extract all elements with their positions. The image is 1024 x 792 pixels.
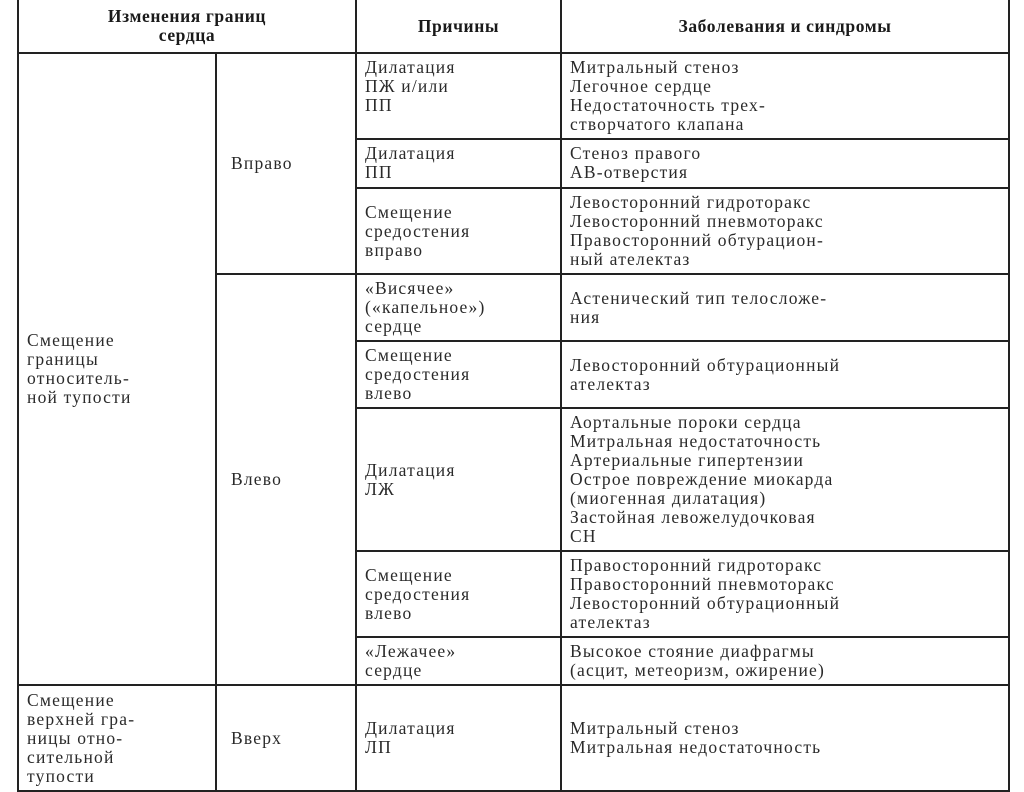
diseases-cell: Астенический тип телосложе- ния xyxy=(561,274,1009,341)
direction-label: Вправо xyxy=(216,53,356,274)
table-row xyxy=(18,53,1009,139)
table-row xyxy=(18,685,1009,791)
header-row xyxy=(18,0,1009,53)
cause-cell: Дилатация ПЖ и/или ПП xyxy=(356,53,561,139)
header-causes: Причины xyxy=(356,0,561,53)
direction-label: Влево xyxy=(216,274,356,685)
diseases-cell: Митральный стеноз Митральная недостаточность xyxy=(561,685,1009,791)
cause-cell: Смещение средостения влево xyxy=(356,551,561,637)
cause-cell: Смещение средостения вправо xyxy=(356,188,561,274)
header-changes: Изменения границ сердца xyxy=(18,0,356,53)
diseases-cell: Аортальные пороки сердца Митральная недостаточность Артериальные гипертензии Острое повреждение миокарда (миогенная дилатация) Застойная левожелудочковая СН xyxy=(561,408,1009,551)
group-label: Смещение верхней гра- ницы отно- сительной тупости xyxy=(18,685,216,791)
cause-cell: Смещение средостения влево xyxy=(356,341,561,408)
cause-cell: Дилатация ЛП xyxy=(356,685,561,791)
cause-cell: Дилатация ЛЖ xyxy=(356,408,561,551)
diseases-cell: Митральный стеноз Легочное сердце Недостаточность трех- створчатого клапана xyxy=(561,53,1009,139)
diseases-cell: Левосторонний обтурационный ателектаз xyxy=(561,341,1009,408)
header-diseases: Заболевания и синдромы xyxy=(561,0,1009,53)
diseases-cell: Левосторонний гидроторакс Левосторонний пневмоторакс Правосторонний обтурацион- ный ателектаз xyxy=(561,188,1009,274)
direction-label: Вверх xyxy=(216,685,356,791)
diseases-cell: Стеноз правого АВ-отверстия xyxy=(561,139,1009,188)
diseases-cell: Правосторонний гидроторакс Правосторонний пневмоторакс Левосторонний обтурационный ателектаз xyxy=(561,551,1009,637)
cause-cell: «Лежачее» сердце xyxy=(356,637,561,685)
diseases-cell: Высокое стояние диафрагмы (асцит, метеоризм, ожирение) xyxy=(561,637,1009,685)
group-label: Смещение границы относитель- ной тупости xyxy=(18,53,216,685)
cause-cell: Дилатация ПП xyxy=(356,139,561,188)
cause-cell: «Висячее» («капельное») сердце xyxy=(356,274,561,341)
heart-borders-table xyxy=(17,0,1010,792)
